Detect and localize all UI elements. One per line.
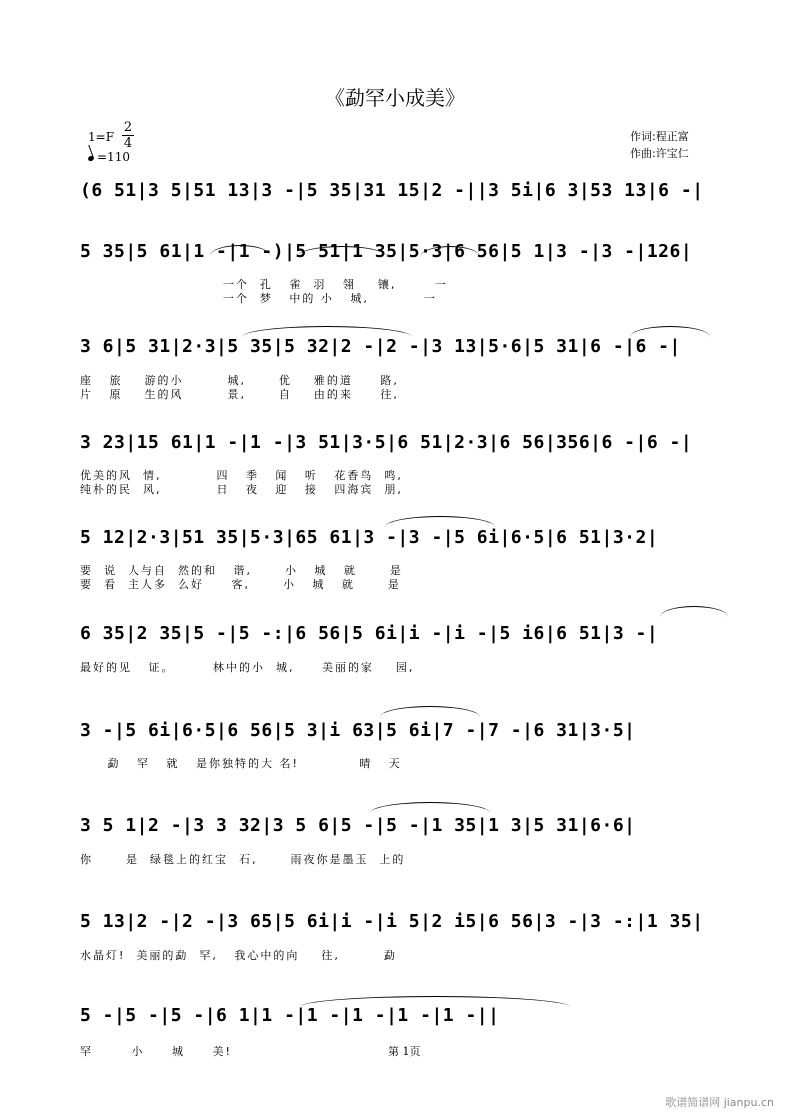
key-signature: 1=F [88, 130, 115, 144]
lyrics-row-6: 最好的见 证。 林中的小 城, 美丽的家 园, [80, 661, 415, 674]
page-number: 第 1页 [388, 1045, 421, 1058]
time-signature [121, 120, 135, 151]
slur-mark [660, 606, 728, 617]
song-title: 《勐罕小成美》 [325, 86, 465, 110]
notation-row-5: 5 12|2·3|51 35|5·3|65 61|3 -|3 -|5 6i|6·5|6 51|3·2| [80, 527, 659, 548]
time-signature-bottom: 4 [123, 136, 133, 151]
slur-mark [242, 326, 412, 337]
slur-mark [370, 802, 490, 813]
notation-row-9: 5 13|2 -|2 -|3 65|5 6i|i -|i 5|2 i5|6 56|3 -|3 -:|1 35| [80, 911, 704, 932]
notation-row-3: 3 6|5 31|2·3|5 35|5 32|2 -|2 -|3 13|5·6|5 31|6 -|6 -| [80, 336, 681, 357]
slur-mark [385, 516, 495, 527]
quarter-note-icon [87, 155, 94, 162]
lyricist-credit: 作词:程正富 [630, 130, 689, 143]
lyrics-row-2-verse-1: 一个 孔 雀 羽 翎 镶, 一 [80, 278, 448, 291]
notation-row-1: (6 51|3 5|51 13|3 -|5 35|31 15|2 -||3 5i|6 3|53 13|6 -| [80, 180, 704, 201]
slur-mark [380, 706, 480, 717]
composer-credit: 作曲:许宝仁 [630, 147, 689, 160]
lyrics-row-4-verse-2: 纯朴的民 风, 日 夜 迎 接 四海宾 朋, [80, 483, 403, 496]
notation-row-10: 5 -|5 -|5 -|6 1|1 -|1 -|1 -|1 -|1 -|| [80, 1005, 500, 1026]
lyrics-row-7: 勐 罕 就 是你独特的大 名! 晴 天 [80, 757, 402, 770]
notation-row-4: 3 23|15 61|1 -|1 -|3 51|3·5|6 51|2·3|6 56|356|6 -|6 -| [80, 432, 693, 453]
notation-row-8: 3 5 1|2 -|3 3 32|3 5 6|5 -|5 -|1 35|1 3|5 31|6·6| [80, 815, 636, 836]
watermark: 歌谱简谱网 jianpu.cn [665, 1096, 774, 1109]
lyrics-row-3-verse-2: 片 原 生的风 景, 自 由的来 往, [80, 388, 399, 401]
slur-mark [630, 326, 710, 337]
notation-row-7: 3 -|5 6i|6·5|6 56|5 3|i 63|5 6i|7 -|7 -|6 31|3·5| [80, 720, 636, 741]
lyrics-row-8: 你 是 绿毯上的红宝 石, 雨夜你是墨玉 上的 [80, 853, 406, 866]
notation-row-2: 5 35|5 61|1 -|1 -)|5 51|1 35|5·3|6 56|5 1|3 -|3 -|126| [80, 241, 693, 262]
lyrics-row-10: 罕 小 城 美! [80, 1045, 232, 1058]
slur-mark [300, 996, 570, 1007]
tempo-value: =110 [97, 150, 130, 164]
lyrics-row-4-verse-1: 优美的风 情, 四 季 闻 听 花香鸟 鸣, [80, 469, 403, 482]
lyrics-row-2-verse-2: 一个 梦 中的 小 城, 一 [80, 292, 437, 305]
time-signature-top: 2 [123, 120, 133, 135]
lyrics-row-3-verse-1: 座 旅 游的小 城, 优 雅的道 路, [80, 374, 399, 387]
lyrics-row-9: 水晶灯! 美丽的勐 罕, 我心中的向 往, 勐 [80, 949, 397, 962]
lyrics-row-5-verse-2: 要 看 主人多 么好 客, 小 城 就 是 [80, 578, 401, 591]
notation-row-6: 6 35|2 35|5 -|5 -:|6 56|5 6i|i -|i -|5 i6|6 51|3 -| [80, 623, 659, 644]
lyrics-row-5-verse-1: 要 说 人与自 然的和 谐, 小 城 就 是 [80, 564, 403, 577]
tempo-marking [88, 150, 130, 164]
